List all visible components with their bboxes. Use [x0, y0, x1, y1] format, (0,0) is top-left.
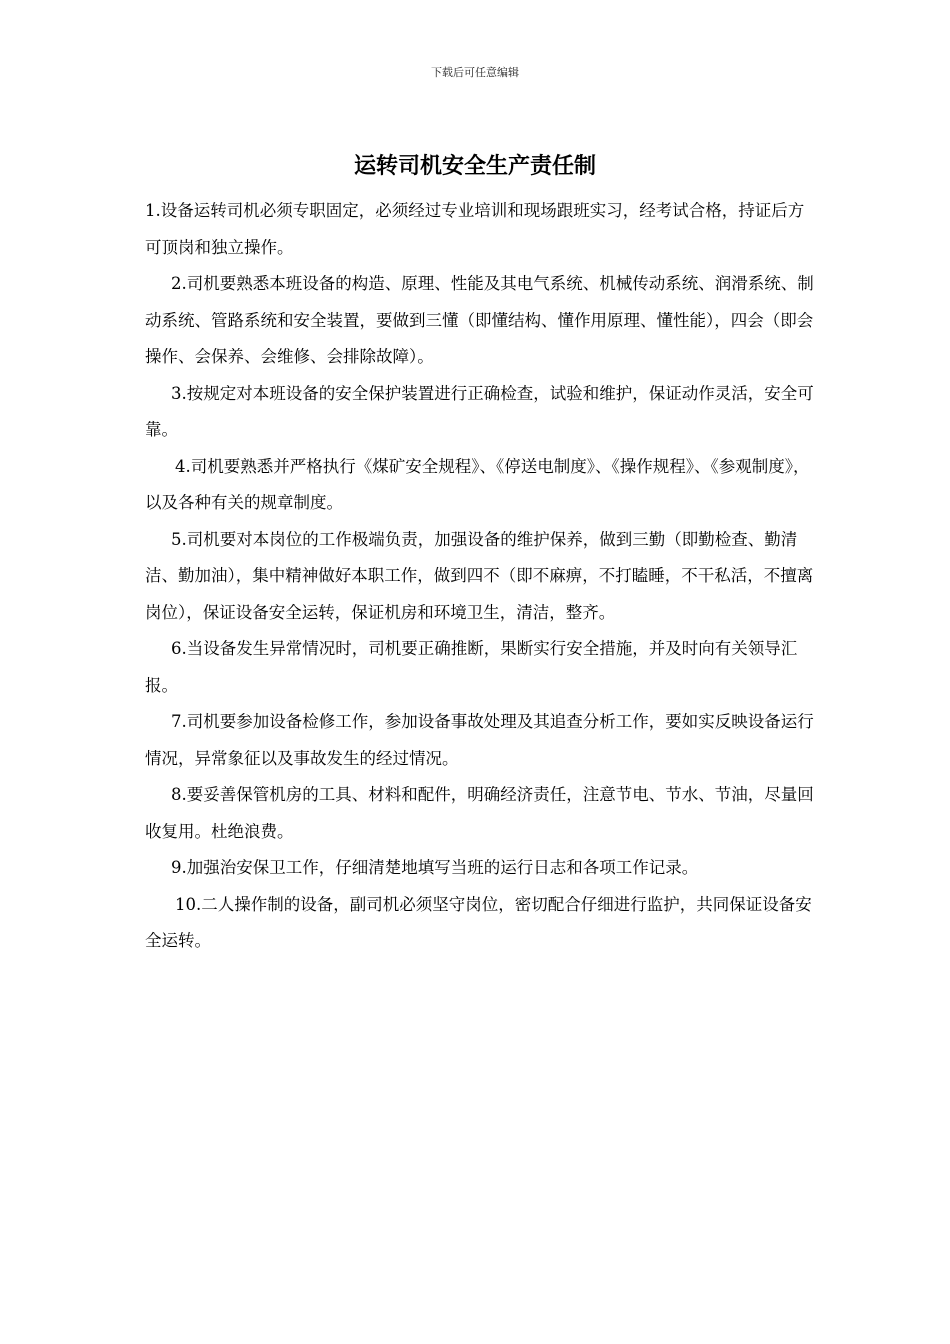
clause-6: 6.当设备发生异常情况时，司机要正确推断，果断实行安全措施，并及时向有关领导汇报。 — [145, 639, 798, 695]
clause-8: 8.要妥善保管机房的工具、材料和配件，明确经济责任，注意节电、节水、节油，尽量回收复用。杜绝浪费。 — [145, 785, 814, 841]
document-body — [145, 193, 820, 960]
clause-9: 9.加强治安保卫工作，仔细清楚地填写当班的运行日志和各项工作记录。 — [171, 858, 699, 877]
clause-1: 1.设备运转司机必须专职固定，必须经过专业培训和现场跟班实习，经考试合格，持证后方可顶岗和独立操作。 — [145, 201, 805, 257]
clause-7: 7.司机要参加设备检修工作，参加设备事故处理及其追查分析工作，要如实反映设备运行情况，异常象征以及事故发生的经过情况。 — [145, 712, 814, 768]
clause-10: 10.二人操作制的设备，副司机必须坚守岗位，密切配合仔细进行监护，共同保证设备安全运转。 — [145, 894, 812, 950]
clause-4: 4.司机要熟悉并严格执行《煤矿安全规程》、《停送电制度》、《操作规程》、《参观制度》，以及各种有关的规章制度。 — [145, 456, 810, 512]
document-title: 运转司机安全生产责任制 — [353, 154, 596, 179]
clause-2: 2.司机要熟悉本班设备的构造、原理、性能及其电气系统、机械传动系统、润滑系统、制动系统、管路系统和安全装置，要做到三懂（即懂结构、懂作用原理、懂性能），四会（即会操作、会保养、会维修、会排除故障）。 — [145, 274, 814, 366]
clause-5: 5.司机要对本岗位的工作极端负责，加强设备的维护保养，做到三勤（即勤检查、勤清洁、勤加油），集中精神做好本职工作，做到四不（即不麻痹，不打瞌睡，不干私活，不擅离岗位），保证设备安全运转，保证机房和环境卫生，清洁，整齐。 — [145, 529, 814, 622]
clause-3: 3.按规定对本班设备的安全保护装置进行正确检查，试验和维护，保证动作灵活，安全可靠。 — [145, 383, 814, 439]
header-note: 下载后可任意编辑 — [431, 66, 519, 79]
